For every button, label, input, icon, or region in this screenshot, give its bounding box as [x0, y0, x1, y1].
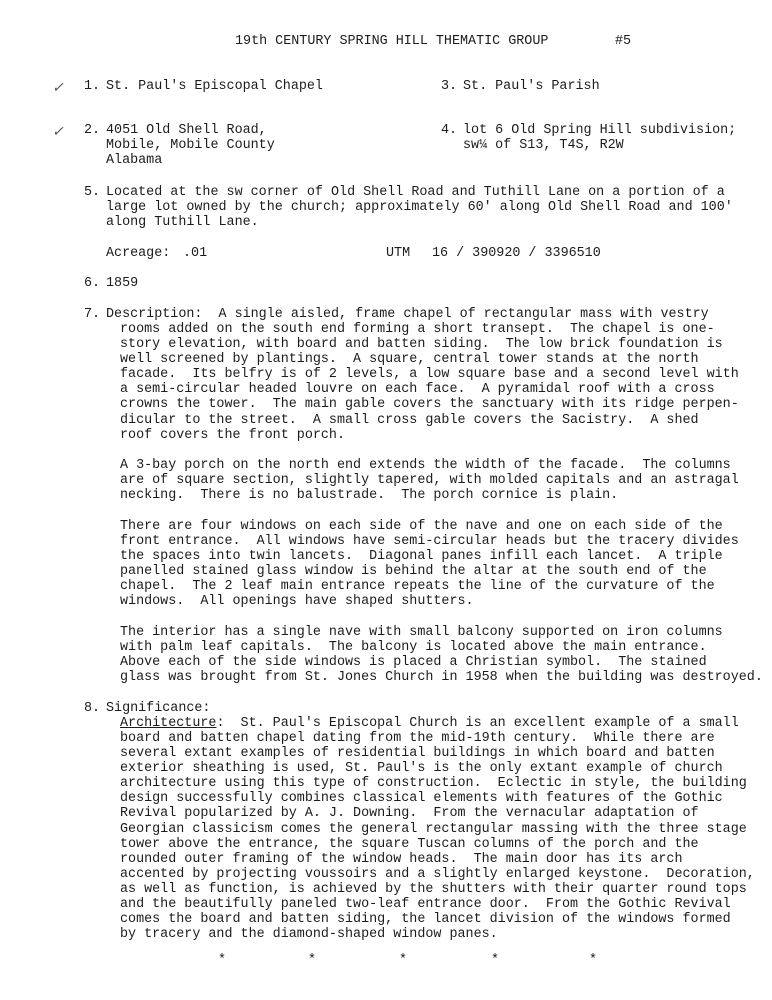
text-line: by tracery and the diamond-shaped window panes. — [120, 927, 498, 943]
item-number-8: 8. — [84, 701, 101, 716]
description-paragraph-1 — [120, 322, 739, 443]
text-line: story elevation, with board and batten siding. The low brick foundation is — [120, 337, 723, 353]
location-line: along Tuthill Lane. — [106, 215, 259, 230]
construction-date: 1859 — [106, 276, 139, 291]
checkmark-icon: ✓ — [52, 80, 64, 96]
item-number-4: 4. — [441, 123, 458, 138]
architecture-subheading: Architecture — [120, 716, 217, 731]
text-line: facade. Its belfry is of 2 levels, a low square base and a second level with — [120, 367, 739, 383]
star-glyph: * — [491, 953, 500, 968]
text-line: Above each of the side windows is placed a Christian symbol. The stained — [120, 655, 707, 671]
acreage-value: .01 — [183, 246, 208, 261]
text-line: several extant examples of residential buildings in which board and batten — [120, 746, 715, 762]
item-number-1: 1. — [84, 79, 101, 94]
item-number-3: 3. — [441, 79, 458, 94]
text-line: Georgian classicism comes the general rectangular massing with the three stage — [120, 821, 747, 837]
utm-value: 16 / 390920 / 3396510 — [432, 246, 601, 261]
text-line: as well as function, is achieved by the shutters with their quarter round tops — [120, 881, 747, 897]
item-number-2: 2. — [84, 123, 101, 138]
item-number-7: 7. — [84, 307, 101, 322]
text-line: with palm leaf capitals. The balcony is located above the main entrance. — [120, 640, 707, 656]
star-glyph: * — [218, 953, 227, 968]
acreage-label: Acreage: — [106, 246, 171, 261]
text-line: and the beautifully paneled two-leaf entrance door. From the Gothic Revival — [120, 897, 731, 913]
utm-label: UTM — [386, 246, 411, 261]
text-line: front entrance. All windows have semi-circular heads but the tracery divides — [120, 534, 739, 550]
address-block — [106, 123, 275, 168]
text-line: necking. There is no balustrade. The porch cornice is plain. — [120, 488, 619, 504]
text-line: exterior sheathing is used, St. Paul's is the only extant example of church — [120, 761, 723, 777]
text-line: a semi-circular headed louvre on each face. A pyramidal roof with a cross — [120, 382, 715, 398]
location-line: Located at the sw corner of Old Shell Road and Tuthill Lane on a portion of a — [106, 185, 725, 200]
text-line: board and batten chapel dating from the mid-19th century. While there are — [120, 731, 715, 746]
significance-first-line — [120, 716, 739, 731]
text-line: chapel. The 2 leaf main entrance repeats the line of the curvature of the — [120, 579, 715, 595]
description-paragraph-4 — [120, 625, 763, 685]
item-number-6: 6. — [84, 276, 101, 291]
star-glyph: * — [308, 953, 317, 968]
text-line: Revival popularized by A. J. Downing. From the vernacular adaptation of — [120, 806, 699, 822]
address-line: 4051 Old Shell Road, — [106, 123, 267, 138]
text-line: the spaces into twin lancets. Diagonal panes infill each lancet. A triple — [120, 549, 723, 565]
text-line: dicular to the street. A small cross gable covers the Sacistry. A shed — [120, 412, 699, 428]
legal-line: lot 6 Old Spring Hill subdivision; — [463, 123, 737, 138]
address-line: Alabama — [106, 153, 163, 168]
text-line: glass was brought from St. Jones Church in 1958 when the building was destroyed. — [120, 670, 763, 686]
description-paragraph-3 — [120, 519, 739, 610]
text-line: design successfully combines classical elements with features of the Gothic — [120, 791, 723, 807]
text-line: comes the board and batten siding, the lancet division of the windows formed — [120, 912, 731, 928]
text-line: There are four windows on each side of the nave and one on each side of the — [120, 519, 723, 534]
address-line: Mobile, Mobile County — [106, 138, 275, 153]
significance-first-line-text: : St. Paul's Episcopal Church is an excellent example of a small — [216, 716, 739, 731]
section-divider-stars — [0, 953, 772, 969]
text-line: are of square section, slightly tapered, with molded capitals and an astragal — [120, 473, 739, 489]
location-block — [106, 185, 733, 230]
text-line: crowns the tower. The main gable covers the sanctuary with its ridge perpen- — [120, 397, 739, 413]
text-line: architecture using this type of construction. Eclectic in style, the building — [120, 776, 747, 792]
description-paragraph-2 — [120, 458, 739, 503]
star-glyph: * — [399, 953, 408, 968]
legal-line: sw¼ of S13, T4S, R2W — [463, 138, 624, 153]
significance-paragraph — [120, 731, 755, 942]
text-line: roof covers the front porch. — [120, 427, 345, 443]
page-title: 19th CENTURY SPRING HILL THEMATIC GROUP — [235, 34, 549, 49]
text-line: A 3-bay porch on the north end extends the width of the facade. The columns — [120, 458, 731, 473]
text-line: rounded outer framing of the window heads. The main door has its arch — [120, 851, 683, 867]
text-line: rooms added on the south end forming a short transept. The chapel is one- — [120, 322, 715, 337]
text-line: tower above the entrance, the square Tuscan columns of the porch and the — [120, 836, 699, 852]
parish-name: St. Paul's Parish — [463, 79, 600, 94]
star-glyph: * — [589, 953, 598, 968]
text-line: The interior has a single nave with small balcony supported on iron columns — [120, 625, 723, 640]
item-number-5: 5. — [84, 185, 101, 200]
location-line: large lot owned by the church; approximately 60' along Old Shell Road and 100' — [106, 200, 733, 215]
text-line: accented by projecting voussoirs and a slightly enlarged keystone. Decoration, — [120, 866, 755, 882]
page-number: #5 — [615, 34, 632, 49]
checkmark-icon: ✓ — [52, 124, 64, 140]
text-line: windows. All openings have shaped shutters. — [120, 594, 474, 610]
property-name: St. Paul's Episcopal Chapel — [106, 79, 323, 94]
text-line: panelled stained glass window is behind the altar at the south end of the — [120, 564, 707, 580]
text-line: well screened by plantings. A square, central tower stands at the north — [120, 352, 699, 368]
significance-label: Significance: — [106, 701, 211, 716]
legal-description-block — [463, 123, 736, 153]
description-first-line: Description: A single aisled, frame chapel of rectangular mass with vestry — [106, 307, 709, 322]
